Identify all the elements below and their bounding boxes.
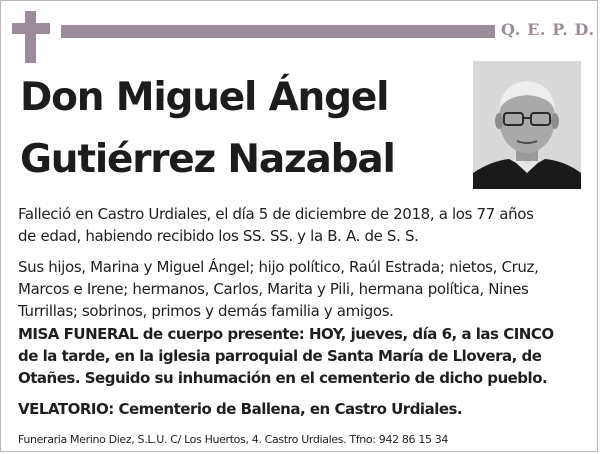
family-line: Turrillas; sobrinos, primos y demás familia y amigos. <box>18 302 394 320</box>
family-list <box>18 256 590 322</box>
death-notice-line: de edad, habiendo recibido los SS. SS. y la B. A. de S. S. <box>18 227 419 245</box>
wake-line: VELATORIO: Cementerio de Ballena, en Castro Urdiales. <box>18 400 463 418</box>
qepd-label: Q. E. P. D. <box>501 20 595 39</box>
funeral-line: MISA FUNERAL de cuerpo presente: HOY, jueves, día 6, a las CINCO <box>18 325 554 343</box>
deceased-name <box>20 67 460 191</box>
wake-info <box>18 398 590 420</box>
death-notice <box>18 203 590 247</box>
name-line-1: Don Miguel Ángel <box>20 75 389 120</box>
portrait-photo <box>473 61 581 189</box>
funeral-line: Otañes. Seguido su inhumación en el cementerio de dicho pueblo. <box>18 369 548 387</box>
portrait-image <box>473 61 581 189</box>
funeral-home-footer: Funeraria Merino Diez, S.L.U. C/ Los Huertos, 4. Castro Urdiales. Tfno: 942 86 15 34 <box>18 433 449 446</box>
cross-icon <box>25 11 36 63</box>
funeral-line: de la tarde, en la iglesia parroquial de Santa María de Llovera, de <box>18 347 542 365</box>
funeral-info <box>18 323 590 389</box>
header-divider <box>61 25 495 38</box>
name-line-2: Gutiérrez Nazabal <box>20 137 395 182</box>
cross-icon-bar <box>12 23 50 34</box>
death-notice-line: Falleció en Castro Urdiales, el día 5 de diciembre de 2018, a los 77 años <box>18 205 534 223</box>
family-line: Marcos e Irene; hermanos, Carlos, Marita y Pili, hermana política, Nines <box>18 280 529 298</box>
family-line: Sus hijos, Marina y Miguel Ángel; hijo político, Raúl Estrada; nietos, Cruz, <box>18 258 539 276</box>
